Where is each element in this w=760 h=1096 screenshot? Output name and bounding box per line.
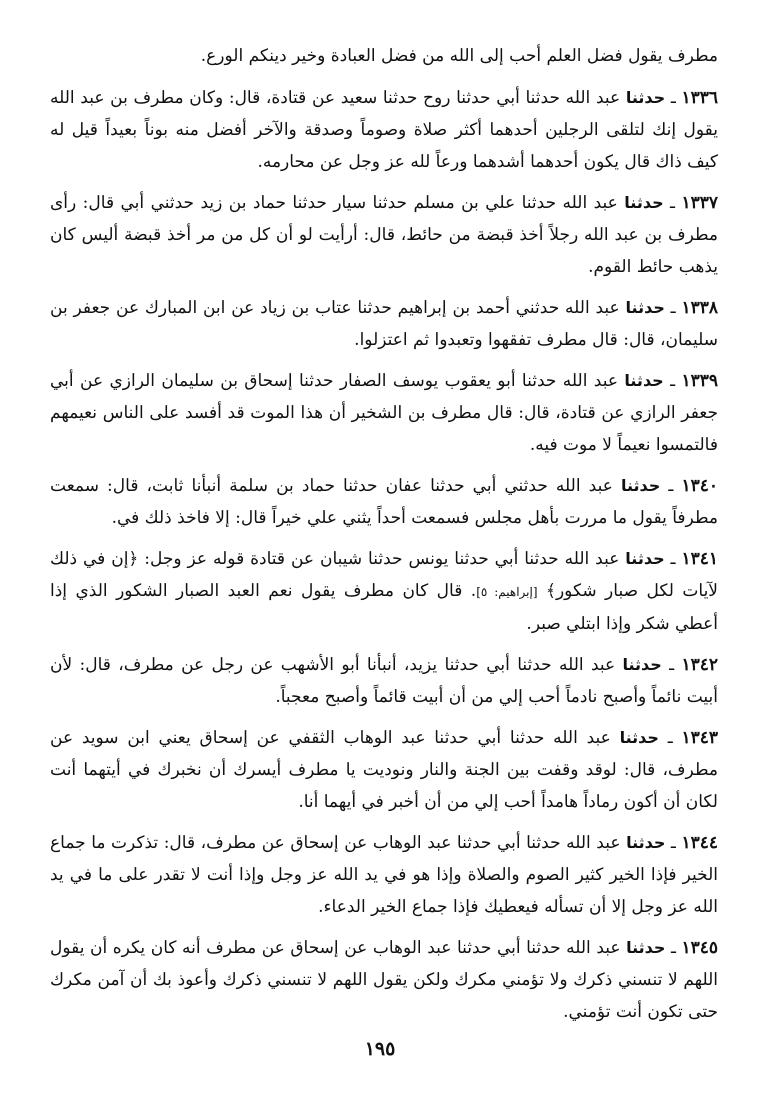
- hadith-number: ١٣٣٨: [681, 298, 719, 318]
- hadith-text-continued: . قال كان مطرف يقول نعم العبد الصبار الشكور الذي إذا أعطي شكر وإذا ابتلي صبر.: [50, 581, 718, 634]
- hadith-number: ١٣٤٢: [681, 655, 718, 675]
- hadith-paragraph: ١٣٤٠ ـ حدثنا عبد الله حدثني أبي حدثنا عفان حدثنا حماد بن سلمة أنبأنا ثابت، قال: سمعت مطرفاً يقول ما مررت بأهل مجلس فسمعت أحداً يثني علي خيراً قال: إلا فاخذ ذلك في.: [50, 476, 718, 528]
- hadith-text: عبد الله حدثني أبي حدثنا عفان حدثنا حماد بن سلمة أنبأنا ثابت، قال: سمعت مطرفاً يقول ما مررت بأهل مجلس فسمعت أحداً يثني علي خيراً قال: إلا فاخذ ذلك في.: [50, 476, 718, 528]
- hadith-paragraph: ١٣٣٩ ـ حدثنا عبد الله حدثنا أبو يعقوب يوسف الصفار حدثنا إسحاق بن سليمان الرازي عن أبي جعفر الرازي عن قتادة، قال: قال مطرف بن الشخير أن هذا الموت قد أفسد على الناس نعيمهم فالتمسوا نعيماً لا موت فيه.: [50, 371, 718, 455]
- lead-word: حدثنا: [625, 549, 665, 568]
- lead-word: حدثنا: [624, 371, 664, 390]
- hadith-number: ١٣٣٧: [681, 193, 719, 213]
- hadith-number: ١٣٤١: [681, 549, 718, 569]
- hadith-list: [50, 82, 718, 1028]
- page-number: ١٩٥: [364, 1038, 396, 1060]
- hadith-text: عبد الله حدثنا أبي حدثنا يونس حدثنا شيبان عن قتادة قوله عز وجل: ﴿إن في ذلك لآيات لكل صبار شكور﴾: [50, 549, 719, 601]
- hadith-text: عبد الله حدثنا أبي حدثنا يزيد، أنبأنا أبو الأشهب عن رجل عن مطرف، قال: لأن أبيت نائماً وأصبح نادماً أحب إلي من أن أبيت قائماً وأصبح معجباً.: [50, 655, 718, 707]
- hadith-paragraph: ١٣٤٥ ـ حدثنا عبد الله حدثنا أبي حدثنا عبد الوهاب عن إسحاق عن مطرف أنه كان يكره أن يقول اللهم لا تنسني ذكرك ولا تؤمني مكرك ولكن يقول اللهم لا تنسني ذكرك وأعوذ بك أن آمن مكرك حتى تكون أنت تؤمني.: [50, 938, 719, 1022]
- hadith-text: عبد الله حدثنا أبو يعقوب يوسف الصفار حدثنا إسحاق بن سليمان الرازي عن أبي جعفر الرازي عن قتادة، قال: قال مطرف بن الشخير أن هذا الموت قد أفسد على الناس نعيمهم فالتمسوا نعيماً لا موت فيه.: [50, 371, 718, 455]
- quran-reference: [إبراهيم: ٥]: [476, 585, 538, 599]
- hadith-text: عبد الله حدثني أحمد بن إبراهيم حدثنا عتاب بن زياد عن ابن المبارك عن جعفر بن سليمان، قال: قال مطرف تفقهوا وتعبدوا ثم اعتزلوا.: [50, 298, 718, 350]
- lead-word: حدثنا: [619, 728, 659, 747]
- page-body: [50, 40, 718, 1037]
- hadith-text: عبد الله حدثنا أبي حدثنا روح حدثنا سعيد عن قتادة، قال: وكان مطرف بن عبد الله يقول إنك لتلقى الرجلين أحدهما أكثر صلاة وصوماً وصدقة والآخر أفضل منه بوناً بعيداً قيل له كيف ذاك قال يكون أحدهما أشدهما ورعاً لله عز وجل عن محارمه.: [50, 88, 718, 172]
- hadith-paragraph: ١٣٤٢ ـ حدثنا عبد الله حدثنا أبي حدثنا يزيد، أنبأنا أبو الأشهب عن رجل عن مطرف، قال: لأن أبيت نائماً وأصبح نادماً أحب إلي من أن أبيت قائماً وأصبح معجباً.: [50, 655, 718, 707]
- hadith-paragraph: ١٣٤٣ ـ حدثنا عبد الله حدثنا أبي حدثنا عبد الوهاب الثقفي عن إسحاق يعني ابن سويد عن مطرف، قال: لوقد وقفت بين الجنة والنار ونوديت يا مطرف أيسرك أن نخبرك في أيتهما أنت لكان أن أكون رماداً هامداً أحب إلي من أن أخبر في أيهما أنا.: [50, 728, 718, 812]
- hadith-number: ١٣٣٩: [681, 371, 718, 391]
- lead-word: حدثنا: [625, 298, 665, 317]
- hadith-number: ١٣٤٤: [681, 833, 718, 853]
- lead-word: حدثنا: [626, 833, 666, 852]
- hadith-number: ١٣٤٥: [681, 938, 719, 958]
- lead-word: حدثنا: [624, 193, 664, 212]
- lead-word: حدثنا: [626, 938, 666, 957]
- lead-word: حدثنا: [620, 476, 661, 495]
- hadith-text: عبد الله حدثنا أبي حدثنا عبد الوهاب الثقفي عن إسحاق يعني ابن سويد عن مطرف، قال: لوقد وقفت بين الجنة والنار ونوديت يا مطرف أيسرك أن نخبرك في أيتهما أنت لكان أن أكون رماداً هامداً أحب إلي من أن أخبر في أيهما أنا.: [50, 728, 718, 812]
- hadith-text: عبد الله حدثنا أبي حدثنا عبد الوهاب عن إسحاق عن مطرف أنه كان يكره أن يقول اللهم لا تنسني ذكرك ولا تؤمني مكرك ولكن يقول اللهم لا تنسني ذكرك وأعوذ بك أن آمن مكرك حتى تكون أنت تؤمني.: [50, 938, 718, 1022]
- hadith-paragraph: ١٣٤٤ ـ حدثنا عبد الله حدثنا أبي حدثنا عبد الوهاب عن إسحاق عن مطرف، قال: تذكرت ما جماع الخير فإذا الخير كثير الصوم والصلاة وإذا هو في يد الله عز وجل وإذا أنت لا تقدر على ما في يد الله عز وجل إلا أن تسأله فيعطيك فإذا جماع الخير الدعاء.: [50, 833, 718, 917]
- lead-word: حدثنا: [625, 88, 666, 107]
- hadith-text: عبد الله حدثنا علي بن مسلم حدثنا سيار حدثنا حماد بن زيد حدثني أبي قال: رأى مطرف بن عبد الله رجلاً أخذ قبضة من حائط، قال: أرأيت لو أن كل من مر أخذ قبضة أليس كان يذهب حائط القوم.: [50, 193, 718, 277]
- hadith-number: ١٣٤٣: [681, 728, 718, 748]
- hadith-paragraph: ١٣٣٨ ـ حدثنا عبد الله حدثني أحمد بن إبراهيم حدثنا عتاب بن زياد عن ابن المبارك عن جعفر بن سليمان، قال: قال مطرف تفقهوا وتعبدوا ثم اعتزلوا.: [50, 298, 719, 350]
- intro-line: مطرف يقول فضل العلم أحب إلى الله من فضل العبادة وخير دينكم الورع.: [200, 46, 718, 66]
- hadith-paragraph: ١٣٣٦ ـ حدثنا عبد الله حدثنا أبي حدثنا روح حدثنا سعيد عن قتادة، قال: وكان مطرف بن عبد الله يقول إنك لتلقى الرجلين أحدهما أكثر صلاة وصوماً وصدقة والآخر أفضل منه بوناً بعيداً قيل له كيف ذاك قال يكون أحدهما أشدهما ورعاً لله عز وجل عن محارمه.: [50, 88, 718, 172]
- hadith-text: عبد الله حدثنا أبي حدثنا عبد الوهاب عن إسحاق عن مطرف، قال: تذكرت ما جماع الخير فإذا الخير كثير الصوم والصلاة وإذا هو في يد الله عز وجل وإذا أنت لا تقدر على ما في يد الله عز وجل إلا أن تسأله فيعطيك فإذا جماع الخير الدعاء.: [50, 833, 718, 917]
- hadith-paragraph: ١٣٤١ ـ حدثنا عبد الله حدثنا أبي حدثنا يونس حدثنا شيبان عن قتادة قوله عز وجل: ﴿إن في ذلك لآيات لكل صبار شكور﴾ [إبراهيم: ٥]. قال كان مطرف يقول نعم العبد الصبار الشكور الذي إذا أعطي شكر وإذا ابتلي صبر.: [50, 549, 719, 634]
- hadith-number: ١٣٣٦: [681, 88, 718, 108]
- hadith-number: ١٣٤٠: [681, 476, 718, 496]
- hadith-paragraph: ١٣٣٧ ـ حدثنا عبد الله حدثنا علي بن مسلم حدثنا سيار حدثنا حماد بن زيد حدثني أبي قال: رأى مطرف بن عبد الله رجلاً أخذ قبضة من حائط، قال: أرأيت لو أن كل من مر أخذ قبضة أليس كان يذهب حائط القوم.: [50, 193, 719, 277]
- lead-word: حدثنا: [622, 655, 662, 674]
